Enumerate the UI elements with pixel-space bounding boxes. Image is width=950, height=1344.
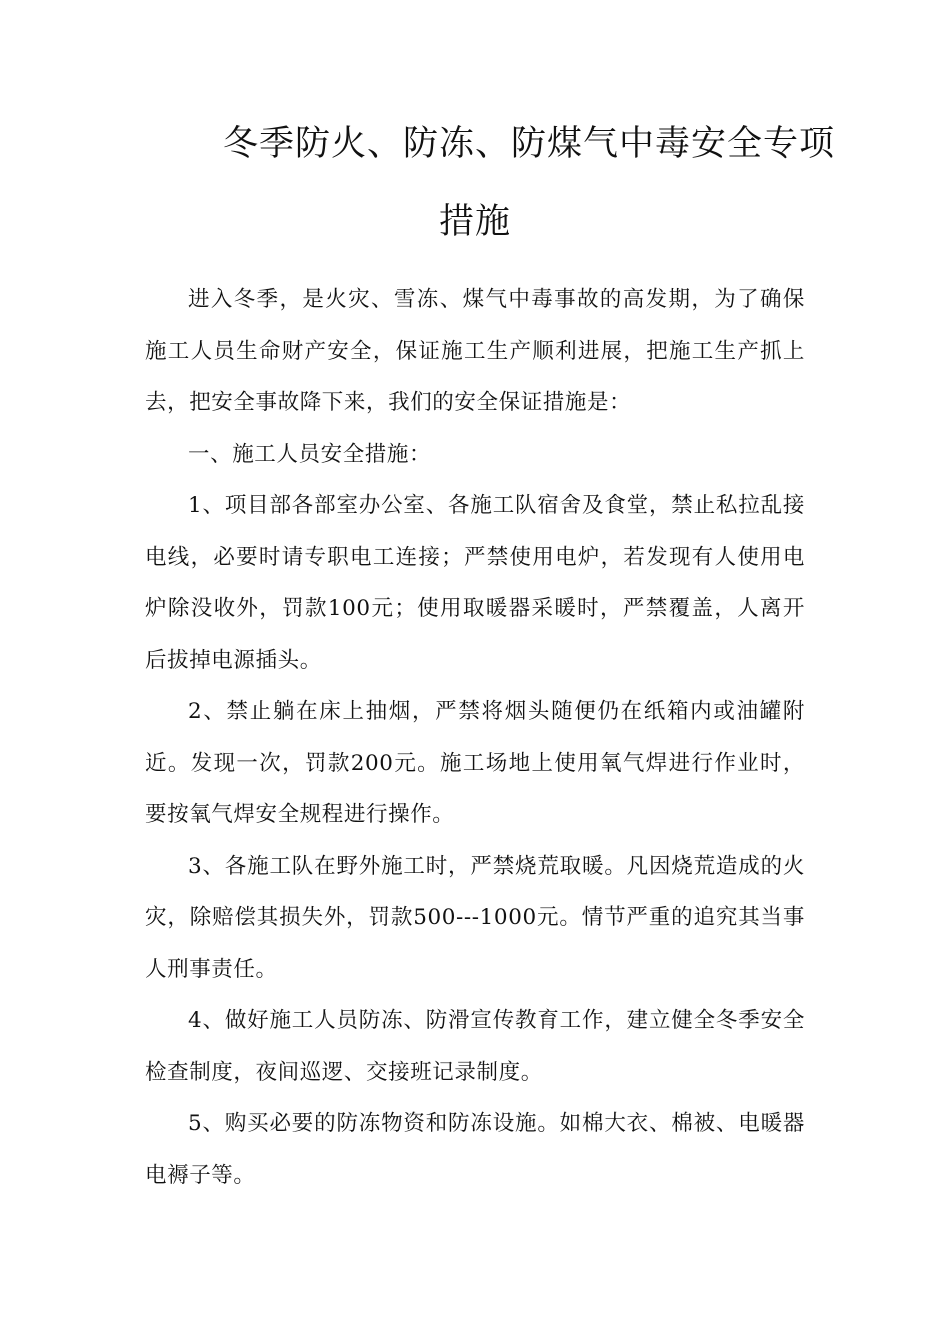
paragraph-intro: 进入冬季，是火灾、雪冻、煤气中毒事故的高发期，为了确保施工人员生命财产安全，保证施工生产顺利进展，把施工生产抓上去，把安全事故降下来，我们的安全保证措施是： — [145, 287, 805, 415]
section-heading-1: 一、施工人员安全措施： — [188, 441, 432, 467]
paragraph-item-3: 3、各施工队在野外施工时，严禁烧荒取暖。凡因烧荒造成的火灾，除赔偿其损失外，罚款500---1000元。情节严重的追究其当事人刑事责任。 — [145, 853, 805, 982]
paragraph-item-2: 2、禁止躺在床上抽烟，严禁将烟头随便仍在纸箱内或油罐附近。发现一次，罚款200元。施工场地上使用氧气焊进行作业时，要按氧气焊安全规程进行操作。 — [145, 699, 805, 827]
paragraph-item-5: 5、购买必要的防冻物资和防冻设施。如棉大衣、棉被、电暖器电褥子等。 — [145, 1111, 805, 1188]
document-title-line-1: 冬季防火、防冻、防煤气中毒安全专项 — [223, 124, 836, 164]
document-title-line-2: 措施 — [438, 202, 511, 242]
paragraph-item-1: 1、项目部各部室办公室、各施工队宿舍及食堂，禁止私拉乱接电线，必要时请专职电工连接；严禁使用电炉，若发现有人使用电炉除没收外，罚款100元；使用取暖器采暖时，严禁覆盖，人离开后拔掉电源插头。 — [145, 493, 805, 673]
paragraph-item-4: 4、做好施工人员防冻、防滑宣传教育工作，建立健全冬季安全检查制度，夜间巡逻、交接班记录制度。 — [145, 1008, 805, 1085]
document-body — [145, 274, 805, 1201]
